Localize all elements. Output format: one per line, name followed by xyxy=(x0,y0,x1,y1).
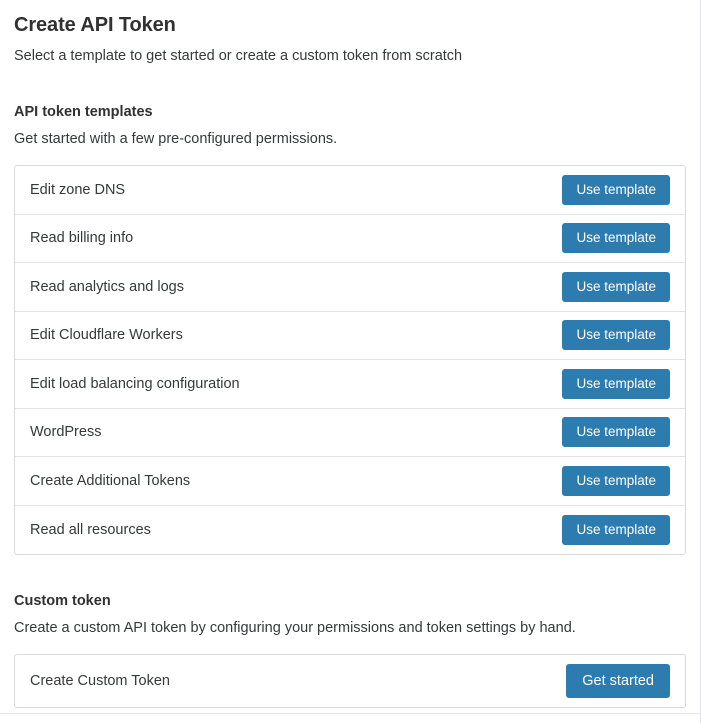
use-template-button[interactable]: Use template xyxy=(562,272,670,302)
use-template-button[interactable]: Use template xyxy=(562,175,670,205)
table-row xyxy=(15,506,685,555)
template-name: Read analytics and logs xyxy=(30,278,184,295)
custom-token-heading: Custom token xyxy=(14,593,111,609)
custom-token-row xyxy=(15,655,685,707)
page-subtitle: Select a template to get started or create a custom token from scratch xyxy=(14,48,463,64)
custom-token-section xyxy=(14,555,686,708)
table-row xyxy=(15,166,685,215)
table-row xyxy=(15,263,685,312)
custom-token-card xyxy=(14,654,686,708)
use-template-button[interactable]: Use template xyxy=(562,515,670,545)
templates-description: Get started with a few pre-configured permissions. xyxy=(14,131,338,147)
api-token-templates-section xyxy=(14,66,686,555)
bottom-divider xyxy=(0,713,700,723)
table-row xyxy=(15,360,685,409)
table-row xyxy=(15,215,685,264)
table-row xyxy=(15,457,685,506)
use-template-button[interactable]: Use template xyxy=(562,417,670,447)
use-template-button[interactable]: Use template xyxy=(562,466,670,496)
use-template-button[interactable]: Use template xyxy=(562,320,670,350)
table-row xyxy=(15,312,685,361)
get-started-button[interactable]: Get started xyxy=(566,664,670,698)
custom-token-label: Create Custom Token xyxy=(30,673,170,689)
template-name: Edit load balancing configuration xyxy=(30,375,240,392)
templates-list xyxy=(14,165,686,555)
use-template-button[interactable]: Use template xyxy=(562,369,670,399)
use-template-button[interactable]: Use template xyxy=(562,223,670,253)
custom-token-description: Create a custom API token by configuring your permissions and token settings by hand. xyxy=(14,620,576,636)
template-name: WordPress xyxy=(30,424,102,441)
template-name: Read all resources xyxy=(30,521,151,538)
templates-heading: API token templates xyxy=(14,104,153,120)
table-row xyxy=(15,409,685,458)
template-name: Read billing info xyxy=(30,230,134,247)
page-title: Create API Token xyxy=(14,14,176,36)
template-name: Create Additional Tokens xyxy=(30,472,191,489)
template-name: Edit zone DNS xyxy=(30,181,126,198)
template-name: Edit Cloudflare Workers xyxy=(30,327,183,344)
